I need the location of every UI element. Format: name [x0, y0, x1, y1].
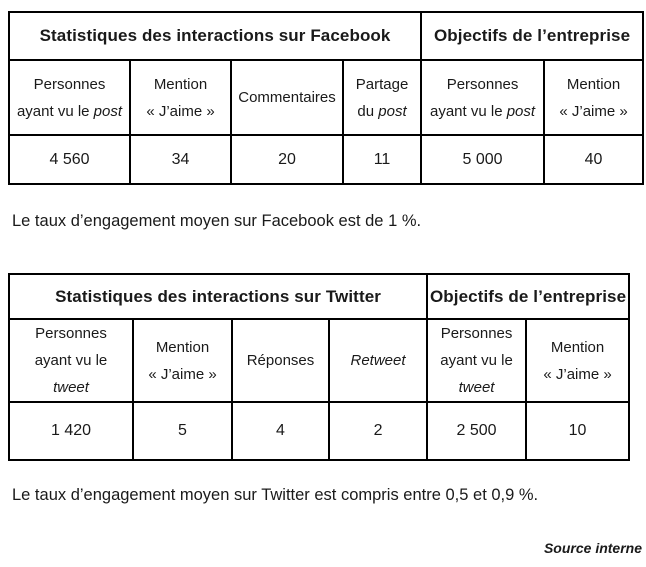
twitter-engagement-note: Le taux d’engagement moyen sur Twitter est compris entre 0,5 et 0,9 %.	[12, 486, 539, 504]
fb-value-commentaires: 20	[231, 135, 343, 184]
twitter-table	[8, 273, 630, 461]
header-line: « J’aime »	[146, 102, 215, 120]
header-line: Personnes	[33, 75, 106, 93]
header-line: Mention	[550, 338, 605, 356]
twitter-title-row	[9, 274, 629, 319]
fb-header-vues-post	[9, 60, 130, 135]
facebook-values-row	[9, 135, 643, 184]
twitter-values-row	[9, 402, 629, 460]
fb-header-partage-post	[343, 60, 421, 135]
header-line: Mention	[153, 75, 208, 93]
tw-objectif-vues-tweet: 2 500	[427, 402, 526, 460]
header-line: Mention	[155, 338, 210, 356]
facebook-engagement-note: Le taux d’engagement moyen sur Facebook est de 1 %.	[12, 212, 422, 230]
header-line: ayant vu le	[34, 352, 108, 369]
tw-header-objectif-mention-jaime	[526, 319, 629, 402]
facebook-table	[8, 11, 644, 185]
facebook-stats-title: Statistiques des interactions sur Facebook	[9, 12, 421, 60]
twitter-stats-title: Statistiques des interactions sur Twitter	[9, 274, 427, 319]
facebook-objectives-title: Objectifs de l’entreprise	[421, 12, 643, 60]
facebook-header-row	[9, 60, 643, 135]
header-line: Partage	[355, 75, 409, 93]
header-line: Personnes	[35, 325, 107, 342]
header-line: Personnes	[440, 325, 513, 342]
header-line: « J’aime »	[559, 102, 628, 120]
header-line: ayant vu le post	[16, 102, 123, 120]
fb-value-mentions-jaime: 34	[130, 135, 231, 184]
header-line: tweet	[458, 379, 495, 396]
fb-header-commentaires	[231, 60, 343, 135]
tw-objectif-mentions-jaime: 10	[526, 402, 629, 460]
tw-value-reponses: 4	[232, 402, 329, 460]
twitter-header-row	[9, 319, 629, 402]
twitter-objectives-title: Objectifs de l’entreprise	[427, 274, 629, 319]
fb-value-vues-post: 4 560	[9, 135, 130, 184]
tw-value-retweets: 2	[329, 402, 427, 460]
header-line: ayant vu le post	[430, 102, 536, 120]
tw-header-vues-tweet	[9, 319, 133, 402]
facebook-title-row	[9, 12, 643, 60]
header-line: Réponses	[246, 352, 315, 369]
tw-header-retweet	[329, 319, 427, 402]
fb-objectif-vues-post: 5 000	[421, 135, 544, 184]
header-line: Personnes	[446, 75, 519, 93]
header-line: « J’aime »	[543, 365, 612, 383]
tw-value-vues-tweet: 1 420	[9, 402, 133, 460]
header-line: du post	[357, 102, 407, 120]
header-line: Commentaires	[238, 89, 336, 106]
tw-header-objectif-vues-tweet	[427, 319, 526, 402]
fb-header-mention-jaime	[130, 60, 231, 135]
tw-header-mention-jaime	[133, 319, 232, 402]
header-line: tweet	[53, 379, 89, 396]
tw-value-mentions-jaime: 5	[133, 402, 232, 460]
header-line: Mention	[566, 75, 621, 93]
fb-objectif-mentions-jaime: 40	[544, 135, 643, 184]
header-line: ayant vu le	[440, 352, 513, 369]
fb-value-partages: 11	[343, 135, 421, 184]
header-line: « J’aime »	[148, 365, 217, 383]
fb-header-objectif-vues-post	[421, 60, 544, 135]
source-note: Source interne	[543, 540, 642, 556]
fb-header-objectif-mention-jaime	[544, 60, 643, 135]
document-page	[0, 11, 646, 567]
tw-header-reponses	[232, 319, 329, 402]
header-line: Retweet	[350, 352, 406, 369]
